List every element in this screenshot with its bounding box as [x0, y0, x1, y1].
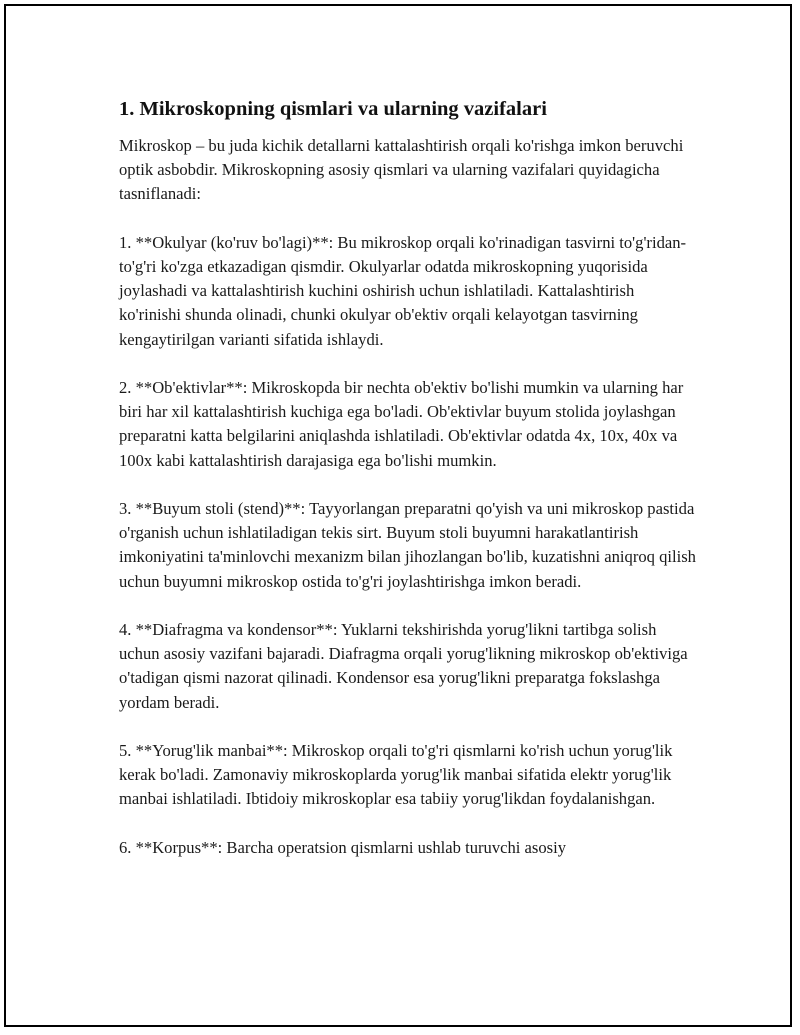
section-heading: 1. Mikroskopning qismlari va ularning vazifalari [119, 98, 547, 120]
intro-paragraph: Mikroskop – bu juda kichik detallarni kattalashtirish orqali ko'rishga imkon beruvchi optik asbobdir. Mikroskopning asosiy qismlari va ularning vazifalari quyidagicha tasniflanadi: [119, 136, 684, 204]
paragraph-diafragma: 4. **Diafragma va kondensor**: Yuklarni tekshirishda yorug'likni tartibga solish uchun asosiy vazifani bajaradi. Diafragma orqali yorug'likning mikroskop ob'ektiviga o'tadigan qismi nazorat qilinadi. Kondensor esa yorug'likni preparatga fokslashga yordam beradi. [119, 620, 688, 712]
paragraph-okulyar: 1. **Okulyar (ko'ruv bo'lagi)**: Bu mikroskop orqali ko'rinadigan tasvirni to'g'ridan-to'g'ri ko'zga etkazadigan qismdir. Okulyarlar odatda mikroskopning yuqorisida joylashadi va kattalashtirish kuchini oshirish uchun ishlatiladi. Kattalashtirish ko'rinishi shunda olinadi, chunki okulyar ob'ektiv orqali kelayotgan tasvirning kengaytirilgan varianti sifatida ishlaydi. [119, 232, 687, 349]
paragraph-yoruglik-manbai: 5. **Yorug'lik manbai**: Mikroskop orqali to'g'ri qismlarni ko'rish uchun yorug'lik kerak bo'ladi. Zamonaviy mikroskoplarda yorug'lik manbai sifatida elektr yorug'lik manbai ishlatiladi. Ibtidoiy mikroskoplar esa tabiiy yorug'likdan foydalanishgan. [119, 741, 673, 809]
paragraph-korpus: 6. **Korpus**: Barcha operatsion qismlarni ushlab turuvchi asosiy [119, 837, 567, 857]
document-page [4, 4, 792, 1027]
paragraph-obektivlar: 2. **Ob'ektivlar**: Mikroskopda bir nechta ob'ektiv bo'lishi mumkin va ularning har biri har xil kattalashtirish kuchiga ega bo'ladi. Ob'ektivlar buyum stolida joylashgan preparatni katta belgilarini aniqlashda ishlatiladi. Ob'ektivlar odatda 4x, 10x, 40x va 100x kabi kattalashtirish darajasiga ega bo'lishi mumkin. [119, 378, 684, 470]
document-body [119, 96, 699, 884]
paragraph-buyum-stoli: 3. **Buyum stoli (stend)**: Tayyorlangan preparatni qo'yish va uni mikroskop pastida o'rganish uchun ishlatiladigan tekis sirt. Buyum stoli buyumni harakatlantirish imkoniyatini ta'minlovchi mexanizm bilan jihozlangan bo'lib, kuzatishni aniqroq qilish uchun buyumni mikroskop ostida to'g'ri joylashtirishga imkon beradi. [119, 499, 696, 591]
